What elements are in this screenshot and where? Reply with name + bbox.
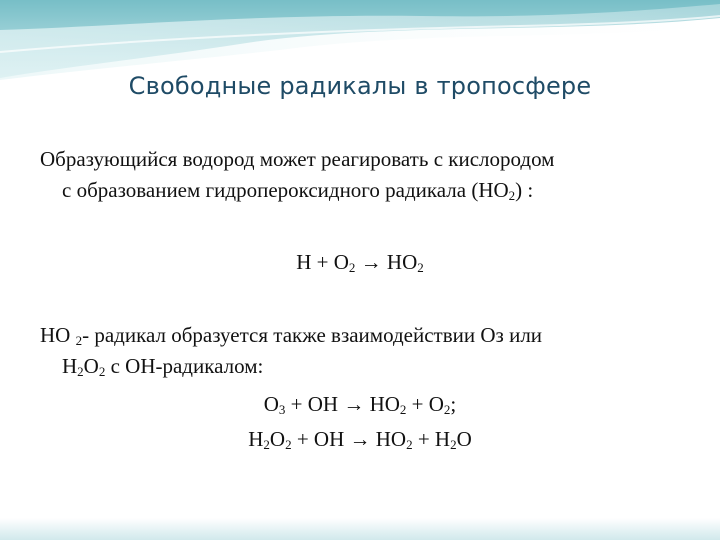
eq3-part: О [456,427,472,451]
subscript: 3 [278,402,286,417]
subscript: 2 [75,333,83,348]
subscript: 2 [77,364,84,379]
eq2-part: + О [406,392,444,416]
subscript: 2 [285,437,292,452]
eq1-part: Н + О [296,250,349,274]
subscript: 2 [263,437,270,452]
eq3-part: + ОН → НО [291,427,407,451]
subscript: 2 [443,402,451,417]
paragraph1-line2-end: ) : [515,178,534,202]
p2-part: О [83,354,99,378]
equation-3 [0,426,720,452]
subscript: 2 [417,260,424,275]
p2-part: НО [40,323,76,347]
slide-title: Свободные радикалы в тропосфере [128,72,592,100]
equation-2 [0,391,720,417]
subscript: 2 [98,364,106,379]
p2-part: с ОН-радикалом: [105,354,264,378]
paragraph1-line2 [62,177,533,203]
subscript: 2 [348,260,356,275]
equation-1 [0,249,720,275]
footer-gradient-decoration [0,518,720,540]
paragraph2-line1 [40,322,542,348]
eq2-part: ; [450,392,457,416]
eq3-part: + Н [412,427,451,451]
eq3-part: Н [248,427,264,451]
paragraph1-line1: Образующийся водород может реагировать с кислородом [40,147,555,171]
paragraph1-line2-text: с образованием гидропероксидного радикала (НО [62,178,509,202]
eq1-part: → НО [355,250,418,274]
subscript: 2 [399,402,407,417]
eq3-part: О [269,427,286,451]
p2-part: Н [62,354,78,378]
subscript: 2 [450,437,457,452]
eq2-part: О [263,392,279,416]
p2-part: - радикал образуется также взаимодействии Оз или [82,323,543,347]
subscript: 2 [508,188,516,203]
header-wave-decoration [0,0,720,80]
eq2-part: + ОН → НО [285,392,400,416]
paragraph2-line2 [62,353,263,379]
subscript: 2 [406,437,413,452]
